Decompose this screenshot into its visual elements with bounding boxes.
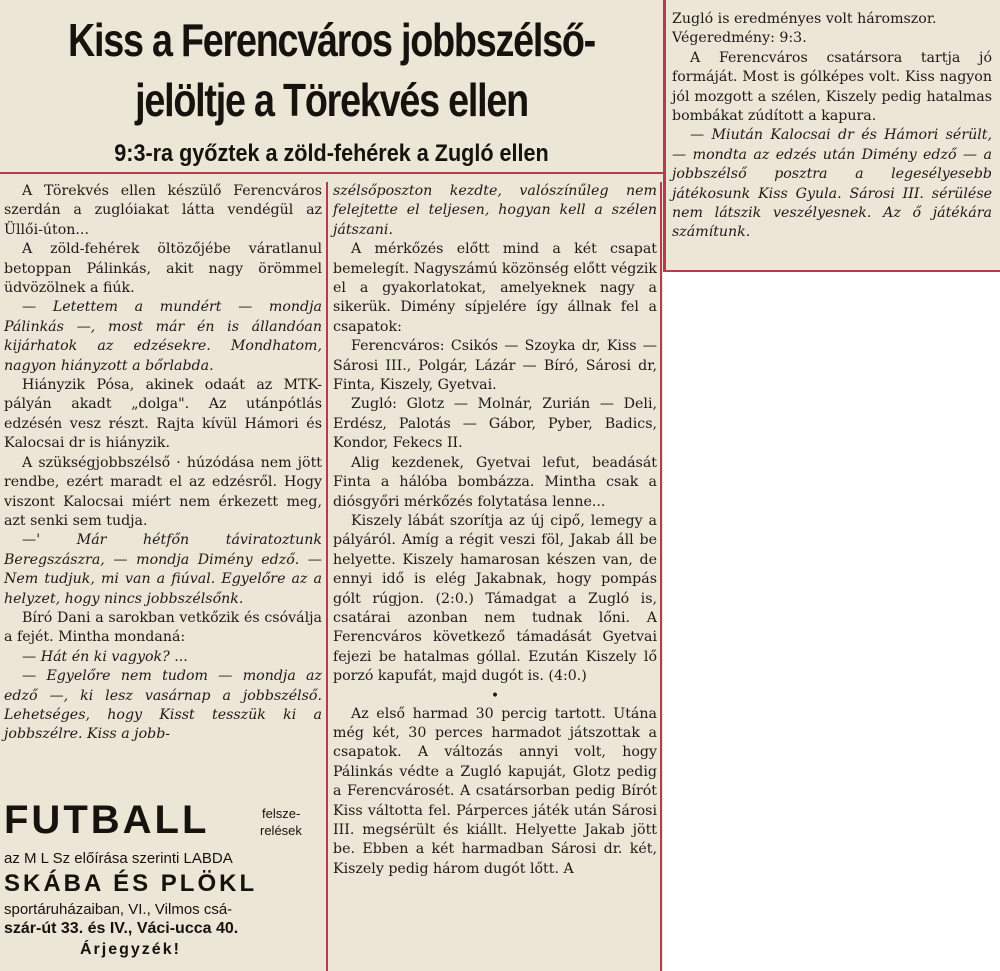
ad-line-2: az M L Sz előírása szerinti LABDA [4,850,233,867]
ad-title: FUTBALL [4,798,210,842]
subheadline: 9:3-ra győztek a zöld-fehérek a Zugló ellen [114,140,549,167]
ad-title-suffix-2: relések [260,823,302,838]
ad-line-6: Árjegyzék! [80,941,181,958]
paragraph: A Törekvés ellen készülő Ferencváros szerdán a zuglóiakat látta vendégül az Üllői-úton... [4,183,322,238]
paragraph: — Letettem a mundért — mondja Pálinkás —, most már én is állandóan kijárhatok az edzésekre. Mondhatom, nagyon hiányzott a bőrlabda. [4,299,322,374]
column-rule-edge [660,182,662,971]
paragraph: Alig kezdenek, Gyetvai lefut, beadását Finta a hálóba bombázza. Mintha csak a diósgyőri mérkőzés folytatása lenne... [333,454,657,510]
paragraph: szélsőposzton kezdte, valószínűleg nem felejtette el teljesen, hogyan kell a szélen játszani. [333,183,657,238]
section-divider: • [490,687,500,704]
headline-line-2: jelöltje a Törekvés ellen [135,74,528,126]
ad-title-suffix-1: felsze- [262,806,301,821]
paragraph: Bíró Dani a sarokban vetkőzik és csóválja a fejét. Mintha mondaná: [4,609,322,646]
article-column-2 [333,182,657,879]
column-rule-right [663,0,666,272]
ad-line-4: sportáruházaiban, VI., Vilmos csá- [4,901,233,918]
advertisement [0,786,318,968]
paragraph: A Ferencváros csatársora tartja jó formáját. Most is gólképes volt. Kiss nagyon jól mozgott a szélen, Kiszely pedig hatalmas bombákat zúdított a kapura. [672,49,992,125]
subhead-rule [0,172,663,174]
paragraph: Az első harmad 30 percig tartott. Utána még két, 30 perces harmadot játszottak a csapatok. A változás annyi volt, hogy Pálinkás védte a Zugló kapuját, Glotz pedig a Ferencvárosét. A csatársorban pedig Bírót Kiss váltotta fel. Párperces játék után Sárosi III. megsérült és kiállt. Helyette Jakab jött be. Ebben a két harmadban Sárosi dr. két, Kiszely pedig három dugót lőtt. A [333,705,657,877]
ad-brand: SKÁBA ÉS PLÖKL [4,870,258,897]
lineup-ferencvaros: Ferencváros: Csikós — Szoyka dr, Kiss — Sárosi III., Polgár, Lázár — Bíró, Sárosi dr, Finta, Kiszely, Gyetvai. [333,338,657,394]
paragraph: Hiányzik Pósa, akinek odaát az MTK-pályán akadt „dolga". Az utánpótlás edzésén vesz részt. Rajta kívül Hámori és Kalocsai dr is hiányzik. [4,377,322,452]
paragraph: A mérkőzés előtt mind a két csapat bemelegít. Nagyszámú közönség előtt végzik el a gyakorlatokat, amelyeknek nagy a sikerük. Dimény sípjelére így állnak fel a csapatok: [333,241,657,335]
final-score: Végeredmény: 9:3. [672,30,807,47]
lineup-zuglo: Zugló: Glotz — Molnár, Zurián — Deli, Erdész, Palotás — Gábor, Pyber, Badics, Kondor, Fekecs II. [333,396,657,452]
paragraph: Kiszely lábát szorítja az új cipő, lemegy a pályáról. Amíg a régit veszi föl, Jakab áll be helyette. Kiszely hamarosan készen van, de ennyi idő is elég Jakabnak, hogy pompás gólt rúgjon. (2:0.) Támadgat a Zugló is, csatárai azonban nem tudnak lőni. A Ferencváros következő támadását Gyetvai fejezi be hatalmas góllal. Ezután Kiszely lő porzó kapufát, majd dugót is. (4:0.) [333,512,657,685]
paragraph: A szükségjobbszélső · húzódása nem jött rendbe, ezért maradt el az edzésről. Hogy viszont Kalocsai miért nem érkezett meg, azt senki sem tudja. [4,454,322,529]
column-rule-middle [326,182,328,971]
paragraph: — Hát én ki vagyok? ... [22,648,188,665]
article-column-1 [4,182,322,745]
paragraph: — Egyelőre nem tudom — mondja az edző —, ki lesz vasárnap a jobbszélső. Lehetséges, hogy Kisst tesszük ki a jobbszélre. Kiss a jobb- [4,668,322,743]
ad-line-5: szár-út 33. és IV., Váci-ucca 40. [4,920,239,937]
headline-line-1: Kiss a Ferencváros jobbszélső- [67,14,596,66]
article-column-3 [672,10,992,243]
paragraph: Zugló is eredményes volt háromszor. [672,11,937,27]
paragraph: —' Már hétfőn táviratoztunk Beregszászra, — mondja Dimény edző. — Nem tudjuk, mi van a fiúval. Egyelőre az a helyzet, hogy nincs jobbszélsőnk. [4,532,322,607]
paragraph: A zöld-fehérek öltözőjébe váratlanul betoppan Pálinkás, akit nagy örömmel üdvözölnek a fiúk. [4,241,322,297]
clipping-bottom-rule [665,270,1000,272]
paragraph: — Miután Kalocsai dr és Hámori sérült, — mondta az edzés után Dimény edző — a jobbszélső posztra a legesélyesebb játékosunk Kiss Gyula. Sárosi III. sérülése nem látszik veszélyesnek. Az ő játékára számítunk. [672,127,992,241]
